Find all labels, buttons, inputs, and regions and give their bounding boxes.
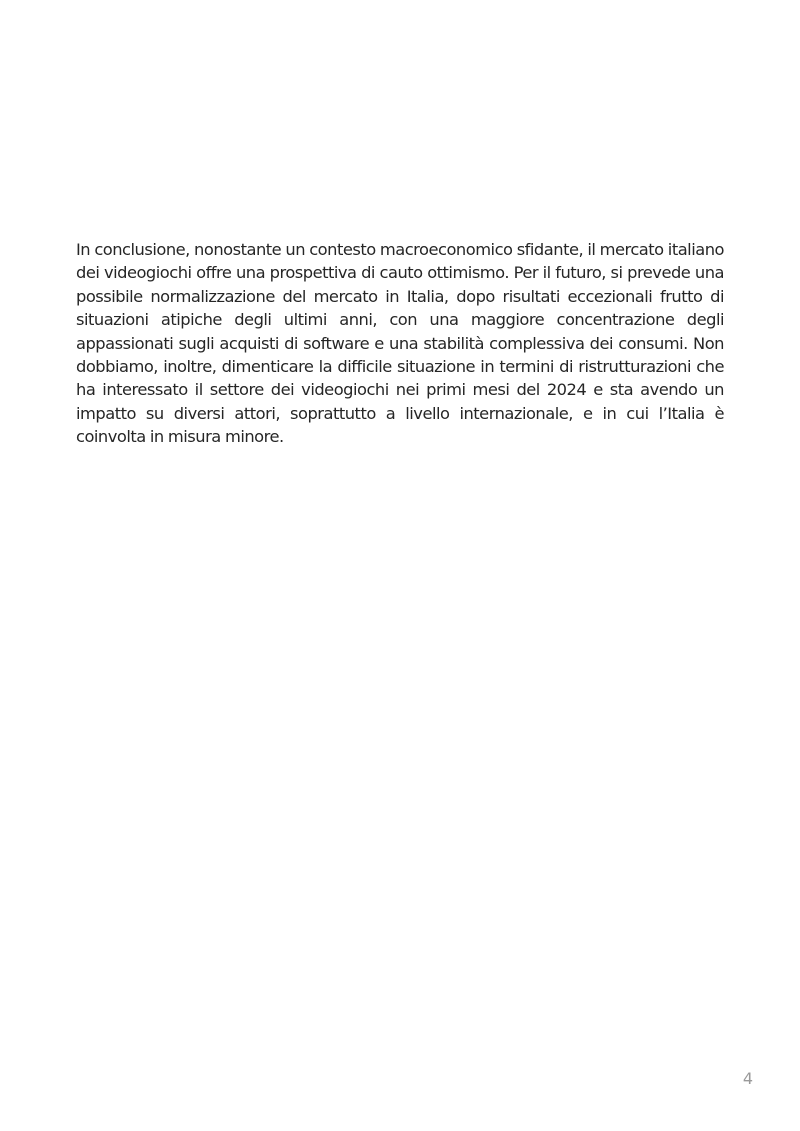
page-number: 4 (742, 1069, 753, 1088)
body-paragraph: In conclusione, nonostante un contesto macroeconomico sfidante, il mercato italiano dei videogiochi offre una prospettiva di cauto ottimismo. Per il futuro, si prevede una possibile normalizzazione del mercato in Italia, dopo risultati eccezionali frutto di situazioni atipiche degli ultimi anni, con una maggiore concentrazione degli appassionati sugli acquisti di software e una stabilità complessiva dei consumi. Non dobbiamo, inoltre, dimenticare la difficile situazione in termini di ristrutturazioni che ha interessato il settore dei videogiochi nei primi mesi del 2024 e sta avendo un impatto su diversi attori, soprattutto a livello internazionale, e in cui l’Italia è coinvolta in misura minore. (76, 240, 724, 447)
